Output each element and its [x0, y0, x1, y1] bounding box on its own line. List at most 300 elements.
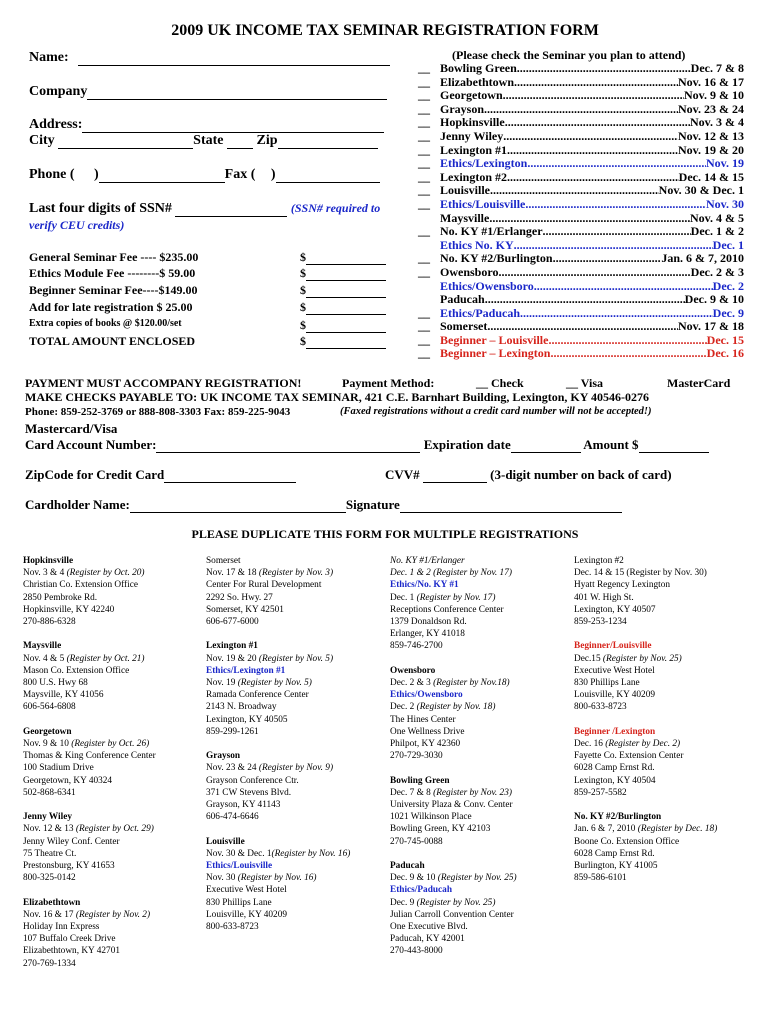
location-text: One Executive Blvd. [390, 922, 468, 933]
dollar-sign: $ [300, 334, 306, 348]
location-text: Executive West Hotel [574, 665, 655, 676]
seminar-checkbox[interactable]: __ [418, 74, 430, 89]
seminar-date: Dec. 16 [706, 346, 744, 361]
company-row [29, 84, 387, 100]
name-field[interactable] [78, 51, 390, 66]
leader-dots [527, 157, 706, 171]
seminar-row[interactable] [418, 171, 744, 185]
location-heading: Jenny Wiley [23, 812, 72, 823]
location-text: Erlanger, KY 41018 [390, 629, 465, 640]
fee-ethics-amount[interactable] [300, 266, 386, 281]
address-label: Address: [29, 117, 83, 132]
location-line [390, 726, 517, 738]
seminar-checkbox[interactable]: __ [418, 251, 430, 266]
location-line [23, 665, 156, 677]
location-text: Receptions Conference Center [390, 604, 504, 615]
location-block [23, 640, 156, 713]
seminar-date: Nov. 16 & 17 [678, 74, 744, 89]
seminar-name: Ethics No. KY [440, 237, 514, 252]
contact-phone: Phone: 859-252-3769 or 888-808-3303 Fax: 859-225-9043 [25, 406, 291, 418]
location-line [390, 701, 517, 713]
register-by: (Register by Dec. 18) [637, 824, 718, 835]
location-line [574, 689, 717, 701]
location-text: Prestonsburg, KY 41653 [23, 861, 115, 872]
fee-total: TOTAL AMOUNT ENCLOSED [29, 334, 196, 348]
dollar-sign: $ [300, 283, 306, 297]
location-text: Executive West Hotel [206, 885, 287, 896]
leader-dots [507, 144, 678, 158]
seminar-row[interactable] [418, 252, 744, 266]
location-line [390, 945, 517, 957]
location-line [206, 787, 350, 799]
seminar-row[interactable] [418, 307, 744, 321]
location-line [23, 762, 156, 774]
company-field[interactable] [87, 85, 387, 100]
seminar-name: Jenny Wiley [440, 128, 504, 143]
location-text: Louisville, KY 40209 [206, 909, 287, 920]
seminar-checkbox[interactable]: __ [418, 101, 430, 116]
register-by: (Register by Oct. 26) [71, 739, 150, 750]
location-line [574, 555, 717, 567]
location-text: 1021 Wilkinson Place [390, 812, 472, 823]
seminar-checkbox[interactable]: __ [418, 346, 430, 361]
leader-dots [507, 171, 679, 185]
location-text: Christian Co. Extension Office [23, 580, 138, 591]
seminar-name: Ethics/Lexington [440, 156, 528, 171]
seminar-checkbox[interactable]: __ [418, 142, 430, 157]
location-line [574, 836, 717, 848]
leader-dots [505, 116, 690, 130]
register-by: (Register by Nov. 9) [258, 763, 334, 774]
seminar-row[interactable] [418, 144, 744, 158]
seminar-date: Nov. 12 & 13 [678, 128, 744, 143]
location-text: Nov. 30 & Dec. 1 [206, 848, 272, 859]
cardholder-label: Cardholder Name: [25, 497, 130, 512]
location-line [574, 701, 717, 713]
location-text: 800-633-8723 [206, 922, 259, 933]
card-row [25, 437, 709, 453]
location-text: Maysville, KY 41056 [23, 690, 104, 701]
seminar-name: Georgetown [440, 88, 503, 103]
cardholder-row [25, 497, 622, 513]
seminar-date: Nov. 4 & 5 [690, 210, 744, 225]
zip-field[interactable] [278, 134, 378, 149]
location-line [390, 677, 517, 689]
location-text: Dec.15 [574, 653, 603, 664]
seminar-checkbox[interactable]: __ [418, 332, 430, 347]
amount-line [306, 336, 386, 349]
seminar-date: Dec. 1 [712, 237, 744, 252]
location-line [206, 616, 350, 628]
seminar-row[interactable] [418, 280, 744, 294]
cvv-label: CVV# [385, 467, 420, 482]
location-line [390, 811, 517, 823]
seminar-row[interactable] [418, 89, 744, 103]
fax-note: (Faxed registrations without a credit card number will not be accepted!) [340, 406, 652, 417]
location-line [574, 775, 717, 787]
location-text: 800-633-8723 [574, 702, 627, 713]
amount-label: Amount $ [583, 437, 639, 452]
seminar-row[interactable] [418, 347, 744, 361]
location-line [206, 811, 350, 823]
location-line [390, 909, 517, 921]
seminar-name: Beginner – Louisville [440, 332, 549, 347]
amount-line [306, 268, 386, 281]
fee-beginner-amount[interactable] [300, 283, 386, 298]
location-text: Nov. 12 & 13 [23, 824, 76, 835]
signature-field[interactable] [400, 498, 622, 513]
location-line [206, 799, 350, 811]
amount-field[interactable] [639, 438, 709, 453]
location-text: No. KY #1/Erlanger [390, 556, 465, 566]
seminar-date: Nov. 30 [705, 196, 744, 211]
seminar-row[interactable] [418, 225, 744, 239]
seminar-row[interactable] [418, 130, 744, 144]
location-block [574, 640, 717, 713]
location-text: 2143 N. Broadway [206, 702, 277, 713]
location-text: 859-253-1234 [574, 617, 627, 628]
zip-cc-field[interactable] [164, 468, 296, 483]
location-block [390, 555, 517, 653]
location-block [390, 665, 517, 763]
location-line [23, 616, 156, 628]
location-text: Grayson, KY 41143 [206, 800, 281, 811]
fee-books-amount[interactable] [300, 318, 386, 333]
payable-to: MAKE CHECKS PAYABLE TO: UK INCOME TAX SEMINAR, 421 C.E. Barnhart Building, Lexington, KY 40546-0276 [25, 390, 649, 404]
location-line [23, 592, 156, 604]
seminar-header: (Please check the Seminar you plan to attend) [452, 48, 686, 62]
location-text: Nov. 19 [206, 678, 238, 689]
location-text: Elizabethtown, KY 42701 [23, 946, 120, 957]
location-line [390, 799, 517, 811]
location-text: Nov. 16 & 17 [23, 909, 76, 920]
location-text: Dec. 2 [390, 702, 417, 713]
company-label: Company [29, 84, 88, 99]
seminar-checkbox[interactable]: __ [418, 115, 430, 130]
location-text: Dec. 1 & 2 [390, 568, 434, 579]
payment-must: PAYMENT MUST ACCOMPANY REGISTRATION! [25, 376, 302, 390]
seminar-checkbox[interactable]: __ [418, 61, 430, 75]
location-text: 75 Theatre Ct. [23, 848, 77, 859]
leader-dots [517, 62, 691, 76]
register-by: (Register by Oct. 29) [75, 824, 154, 835]
seminar-row[interactable] [418, 198, 744, 212]
seminar-checkbox[interactable]: __ [418, 128, 430, 143]
location-line [574, 750, 717, 762]
location-text: 606-564-6808 [23, 702, 76, 713]
register-by: (Register by Nov. 17) [433, 568, 512, 579]
location-text: 371 CW Stevens Blvd. [206, 787, 292, 798]
location-line [390, 933, 517, 945]
location-text: 1379 Donaldson Rd. [390, 617, 467, 628]
address-row [29, 117, 384, 133]
location-text: Dec. 14 & 15 (Register by Nov. 30) [574, 568, 707, 579]
seminar-checkbox[interactable]: __ [418, 169, 430, 184]
location-block [23, 897, 156, 970]
location-text: Ethics/Owensboro [390, 690, 463, 701]
location-text: Lexington, KY 40507 [574, 604, 656, 615]
location-line [206, 579, 350, 591]
leader-dots [550, 347, 706, 361]
location-block [206, 750, 350, 823]
dollar-sign: $ [300, 250, 306, 264]
location-text: 606-474-6646 [206, 812, 259, 823]
fee-ethics: Ethics Module Fee --------$ 59.00 [29, 266, 196, 280]
seminar-row[interactable] [418, 320, 744, 334]
seminar-checkbox[interactable]: __ [418, 305, 430, 320]
location-text: 859-257-5582 [574, 787, 627, 798]
location-line [206, 762, 350, 774]
register-by: (Register by Nov. 25) [437, 873, 517, 884]
location-line [206, 897, 350, 909]
fax-label: Fax ( [224, 167, 256, 182]
location-text: Lexington, KY 40504 [574, 775, 656, 786]
expiration-label: Expiration date [423, 437, 511, 452]
location-line [23, 909, 156, 921]
fee-late: Add for late registration $ 25.00 [29, 300, 193, 314]
location-text: Nov. 9 & 10 [23, 739, 72, 750]
fee-books: Extra copies of books @ $120.00/set [29, 318, 182, 329]
seminar-date: Nov. 17 & 18 [678, 319, 744, 334]
location-line [206, 775, 350, 787]
ssn-field[interactable] [175, 202, 287, 217]
location-line [574, 860, 717, 872]
seminar-row[interactable] [418, 184, 744, 198]
amount-line [306, 252, 386, 265]
locations-column-4 [574, 555, 717, 897]
location-line [23, 933, 156, 945]
location-line [23, 860, 156, 872]
ssn-label: Last four digits of SSN# [29, 201, 172, 216]
location-heading: Beginner/Louisville [574, 641, 652, 652]
location-line [206, 909, 350, 921]
register-by: (Register by Oct. 21) [66, 653, 145, 664]
card-number-label: Card Account Number: [25, 437, 157, 452]
location-text: 2292 So. Hwy. 27 [206, 592, 273, 603]
location-line [574, 787, 717, 799]
cvv-row [385, 467, 672, 483]
seminar-row[interactable] [418, 76, 744, 90]
seminar-date: Nov. 19 & 20 [678, 142, 744, 157]
location-text: Dec. 1 [390, 592, 417, 603]
register-by: (Register by Nov. 25) [602, 653, 682, 664]
fee-total-amount[interactable] [300, 334, 386, 349]
location-text: Somerset [206, 556, 241, 566]
seminar-row[interactable] [418, 293, 744, 307]
location-text: 270-443-8000 [390, 946, 443, 957]
location-text: 270-745-0088 [390, 836, 443, 847]
fee-late-amount[interactable] [300, 300, 386, 315]
location-line [23, 604, 156, 616]
location-text: 2850 Pembroke Rd. [23, 592, 98, 603]
location-line [23, 677, 156, 689]
expiration-field[interactable] [511, 438, 581, 453]
location-line [390, 884, 517, 896]
location-text: Nov. 4 & 5 [23, 653, 67, 664]
location-text: Boone Co. Extension Office [574, 836, 680, 847]
location-heading: Owensboro [390, 665, 436, 676]
location-text: 606-677-6000 [206, 617, 259, 628]
location-text: The Hines Center [390, 714, 456, 725]
seminar-date: Jan. 6 & 7, 2010 [661, 251, 744, 266]
seminar-row[interactable] [418, 239, 744, 253]
seminar-checkbox[interactable]: __ [418, 196, 430, 211]
cvv-field[interactable] [423, 468, 487, 483]
seminar-row[interactable] [418, 334, 744, 348]
location-line [23, 958, 156, 970]
location-line [390, 836, 517, 848]
seminar-name: No. KY #1/Erlanger [440, 224, 543, 239]
location-line [574, 762, 717, 774]
location-text: Hyatt Regency Lexington [574, 580, 671, 591]
location-text: 270-729-3030 [390, 751, 443, 762]
ssn-row [29, 201, 380, 217]
location-line [23, 836, 156, 848]
fee-general-amount[interactable] [300, 250, 386, 265]
name-row [29, 50, 390, 66]
register-by: (Register by Nov.18) [433, 678, 510, 689]
payment-check-option[interactable]: __ Check [476, 376, 524, 390]
seminar-row[interactable] [418, 266, 744, 280]
fax-field[interactable] [276, 168, 380, 183]
register-by: (Register by Nov. 5) [237, 678, 312, 689]
leader-dots [548, 334, 706, 348]
seminar-row[interactable] [418, 116, 744, 130]
location-line [206, 677, 350, 689]
leader-dots [525, 198, 706, 212]
location-text: 107 Buffalo Creek Drive [23, 934, 116, 945]
location-heading: Bowling Green [390, 775, 450, 786]
location-text: Dec. 7 & 8 [390, 787, 434, 798]
location-text: Paducah, KY 42001 [390, 934, 465, 945]
payment-mastercard-option[interactable]: MasterCard [667, 376, 731, 390]
leader-dots [489, 212, 690, 226]
location-text: Ethics/Louisville [206, 861, 273, 872]
location-text: 859-586-6101 [574, 873, 627, 884]
seminar-name: Ethics/Louisville [440, 196, 526, 211]
seminar-checkbox[interactable]: __ [418, 224, 430, 239]
location-line [23, 750, 156, 762]
card-number-field[interactable] [156, 438, 420, 453]
location-text: Jan. 6 & 7, 2010 [574, 824, 638, 835]
payment-visa-option[interactable]: __ Visa [566, 376, 604, 390]
cardholder-field[interactable] [130, 498, 346, 513]
location-text: 100 Stadium Drive [23, 763, 94, 774]
location-text: 270-886-6328 [23, 617, 76, 628]
ssn-note: (SSN# required to [290, 201, 381, 215]
seminar-date: Dec. 9 & 10 [684, 292, 744, 307]
location-line [206, 848, 350, 860]
location-text: Nov. 30 [206, 873, 238, 884]
location-line [23, 701, 156, 713]
location-block [23, 555, 156, 628]
location-block [23, 726, 156, 799]
dollar-sign: $ [300, 266, 306, 280]
amount-line [306, 302, 386, 315]
seminar-row[interactable] [418, 103, 744, 117]
fee-general: General Seminar Fee ---- $235.00 [29, 250, 199, 264]
location-line [390, 872, 517, 884]
location-line [574, 604, 717, 616]
state-field[interactable] [227, 134, 253, 149]
location-heading: Lexington #1 [206, 641, 258, 652]
seminar-row[interactable] [418, 157, 744, 171]
location-text: Dec. 9 & 10 [390, 873, 438, 884]
seminar-checkbox[interactable]: __ [418, 156, 430, 171]
city-row [29, 133, 378, 149]
city-field[interactable] [58, 134, 193, 149]
seminar-checkbox[interactable]: __ [418, 319, 430, 334]
location-text: Holiday Inn Express [23, 922, 100, 933]
location-text: Thomas & King Conference Center [23, 751, 156, 762]
zip-cc-label: ZipCode for Credit Card [25, 467, 165, 482]
location-line [206, 726, 350, 738]
seminar-name: Grayson [440, 101, 485, 116]
location-line [23, 787, 156, 799]
seminar-row[interactable] [418, 62, 744, 76]
seminar-date: Dec. 14 & 15 [678, 169, 744, 184]
location-heading: Beginner /Lexington [574, 726, 656, 737]
register-by: (Register by Nov. 16) [271, 848, 351, 859]
leader-dots [553, 252, 662, 266]
location-line [574, 872, 717, 884]
location-text: Julian Carroll Convention Center [390, 909, 514, 920]
zip-cc-row [25, 467, 296, 483]
payment-method-label: Payment Method: [342, 376, 435, 390]
location-line [390, 640, 517, 652]
location-block [206, 555, 350, 628]
leader-dots [490, 184, 659, 198]
seminar-checkbox[interactable]: __ [418, 264, 430, 279]
location-heading: Paducah [390, 861, 425, 872]
location-block [574, 555, 717, 628]
location-line [206, 701, 350, 713]
location-line [23, 653, 156, 665]
phone-field[interactable] [99, 168, 225, 183]
seminar-checkbox[interactable]: __ [418, 88, 430, 103]
location-line [23, 567, 156, 579]
seminar-name: Somerset [440, 319, 488, 334]
location-line [206, 714, 350, 726]
leader-dots [503, 130, 678, 144]
location-line [206, 665, 350, 677]
location-text: 859-299-1261 [206, 726, 259, 737]
seminar-name: Bowling Green [440, 61, 517, 75]
zip-label: Zip [256, 133, 278, 148]
locations-column-2 [206, 555, 350, 945]
seminar-row[interactable] [418, 212, 744, 226]
location-text: University Plaza & Conv. Center [390, 800, 513, 811]
register-by: (Register by Dec. 2) [605, 739, 681, 750]
name-label: Name: [29, 50, 69, 65]
location-line [574, 665, 717, 677]
location-line [390, 921, 517, 933]
location-text: 800-325-0142 [23, 873, 76, 884]
location-line [23, 945, 156, 957]
register-by: (Register by Nov. 18) [416, 702, 496, 713]
location-heading: Louisville [206, 836, 245, 847]
location-line [23, 579, 156, 591]
location-text: Jenny Wiley Conf. Center [23, 836, 120, 847]
location-line [206, 567, 350, 579]
seminar-checkbox[interactable]: __ [418, 183, 430, 198]
location-text: 270-769-1334 [23, 958, 76, 969]
location-text: Ethics/No. KY #1 [390, 580, 459, 591]
location-text: Dec. 16 [574, 739, 606, 750]
amount-line [306, 285, 386, 298]
address-field[interactable] [82, 118, 384, 133]
location-line [23, 823, 156, 835]
